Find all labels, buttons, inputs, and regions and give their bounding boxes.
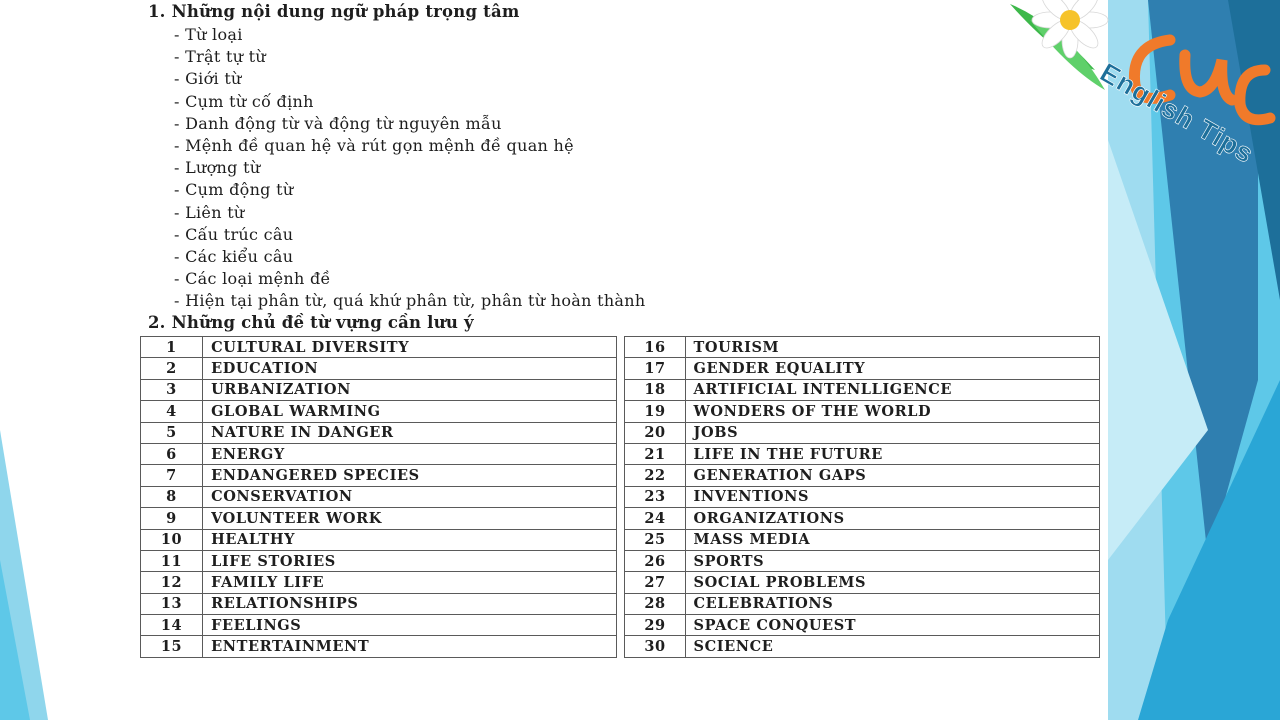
topic-number: 11: [141, 550, 203, 571]
grammar-point: - Cấu trúc câu: [174, 224, 294, 244]
grammar-point: - Liên từ: [174, 202, 245, 222]
topic-number: 10: [141, 529, 203, 550]
column-gap: [617, 593, 625, 614]
document-page: [140, 0, 1100, 720]
vocabulary-topics-table: [140, 336, 1100, 658]
column-gap: [617, 379, 625, 400]
topic-name: ENERGY: [203, 443, 617, 464]
topic-number: 27: [625, 572, 685, 593]
topic-number: 20: [625, 422, 685, 443]
topic-name: GENERATION GAPS: [685, 465, 1099, 486]
grammar-point: - Lượng từ: [174, 158, 261, 178]
topic-number: 9: [141, 508, 203, 529]
topic-name: ARTIFICIAL INTENLLIGENCE: [685, 379, 1099, 400]
topic-name: GLOBAL WARMING: [203, 401, 617, 422]
column-gap: [617, 615, 625, 636]
column-gap: [617, 422, 625, 443]
grammar-point: - Giới từ: [174, 69, 242, 89]
topic-number: 26: [625, 550, 685, 571]
column-gap: [617, 337, 625, 358]
grammar-point: - Cụm động từ: [174, 180, 294, 200]
table-row: [141, 572, 1100, 593]
grammar-point: - Từ loại: [174, 25, 243, 44]
table-row: [141, 615, 1100, 636]
topic-name: NATURE IN DANGER: [203, 422, 617, 443]
topic-name: ENTERTAINMENT: [203, 636, 617, 657]
left-decoration: [0, 0, 60, 720]
topic-number: 7: [141, 465, 203, 486]
topic-name: VOLUNTEER WORK: [203, 508, 617, 529]
topic-number: 14: [141, 615, 203, 636]
topic-number: 22: [625, 465, 685, 486]
table-row: [141, 486, 1100, 507]
section-2-title: 2. Những chủ đề từ vựng cần lưu ý: [148, 313, 474, 332]
table-row: [141, 422, 1100, 443]
topic-number: 5: [141, 422, 203, 443]
topic-number: 21: [625, 443, 685, 464]
grammar-point: - Các kiểu câu: [174, 247, 294, 267]
grammar-points-list: [174, 24, 645, 313]
column-gap: [617, 529, 625, 550]
topic-name: INVENTIONS: [685, 486, 1099, 507]
column-gap: [617, 443, 625, 464]
column-gap: [617, 401, 625, 422]
topic-number: 25: [625, 529, 685, 550]
table-row: [141, 379, 1100, 400]
table-row: [141, 465, 1100, 486]
column-gap: [617, 508, 625, 529]
topic-name: CELEBRATIONS: [685, 593, 1099, 614]
table-row: [141, 508, 1100, 529]
grammar-point: - Các loại mệnh đề: [174, 269, 331, 289]
table-row: [141, 550, 1100, 571]
topic-name: LIFE STORIES: [203, 550, 617, 571]
english-tips-text: [1095, 57, 1259, 169]
grammar-point: - Trật tự từ: [174, 47, 267, 67]
topic-number: 24: [625, 508, 685, 529]
topic-name: URBANIZATION: [203, 379, 617, 400]
topic-number: 30: [625, 636, 685, 657]
topic-name: ENDANGERED SPECIES: [203, 465, 617, 486]
topic-number: 8: [141, 486, 203, 507]
column-gap: [617, 486, 625, 507]
topic-number: 1: [141, 337, 203, 358]
topic-name: JOBS: [685, 422, 1099, 443]
topic-name: CULTURAL DIVERSITY: [203, 337, 617, 358]
table-row: [141, 401, 1100, 422]
column-gap: [617, 358, 625, 379]
topic-name: HEALTHY: [203, 529, 617, 550]
topic-name: RELATIONSHIPS: [203, 593, 617, 614]
topic-number: 18: [625, 379, 685, 400]
table-row: [141, 593, 1100, 614]
svg-text:English Tips: English Tips: [1095, 57, 1259, 170]
topic-name: LIFE IN THE FUTURE: [685, 443, 1099, 464]
topic-name: CONSERVATION: [203, 486, 617, 507]
topic-name: TOURISM: [685, 337, 1099, 358]
table-row: [141, 337, 1100, 358]
topic-number: 23: [625, 486, 685, 507]
topic-name: SPACE CONQUEST: [685, 615, 1099, 636]
grammar-point: - Cụm từ cố định: [174, 91, 314, 111]
grammar-point: - Hiện tại phân từ, quá khứ phân từ, phân từ hoàn thành: [174, 291, 646, 311]
topic-name: SPORTS: [685, 550, 1099, 571]
topic-name: SCIENCE: [685, 636, 1099, 657]
table-row: [141, 443, 1100, 464]
topic-number: 28: [625, 593, 685, 614]
grammar-point: - Danh động từ và động từ nguyên mẫu: [174, 113, 502, 133]
topic-number: 16: [625, 337, 685, 358]
topic-number: 3: [141, 379, 203, 400]
topic-number: 29: [625, 615, 685, 636]
table-row: [141, 358, 1100, 379]
topic-name: MASS MEDIA: [685, 529, 1099, 550]
grammar-point: - Mệnh đề quan hệ và rút gọn mệnh đề quan hệ: [174, 136, 574, 156]
topic-number: 19: [625, 401, 685, 422]
topic-name: FEELINGS: [203, 615, 617, 636]
topic-number: 17: [625, 358, 685, 379]
topic-number: 4: [141, 401, 203, 422]
topic-number: 2: [141, 358, 203, 379]
topic-name: GENDER EQUALITY: [685, 358, 1099, 379]
topic-name: ORGANIZATIONS: [685, 508, 1099, 529]
column-gap: [617, 465, 625, 486]
column-gap: [617, 636, 625, 657]
column-gap: [617, 572, 625, 593]
topic-name: SOCIAL PROBLEMS: [685, 572, 1099, 593]
column-gap: [617, 550, 625, 571]
topic-name: EDUCATION: [203, 358, 617, 379]
topic-number: 12: [141, 572, 203, 593]
section-1-title: 1. Những nội dung ngữ pháp trọng tâm: [148, 2, 520, 21]
topic-number: 13: [141, 593, 203, 614]
table-row: [141, 529, 1100, 550]
table-row: [141, 636, 1100, 657]
topic-name: FAMILY LIFE: [203, 572, 617, 593]
topic-number: 6: [141, 443, 203, 464]
topic-number: 15: [141, 636, 203, 657]
topic-name: WONDERS OF THE WORLD: [685, 401, 1099, 422]
